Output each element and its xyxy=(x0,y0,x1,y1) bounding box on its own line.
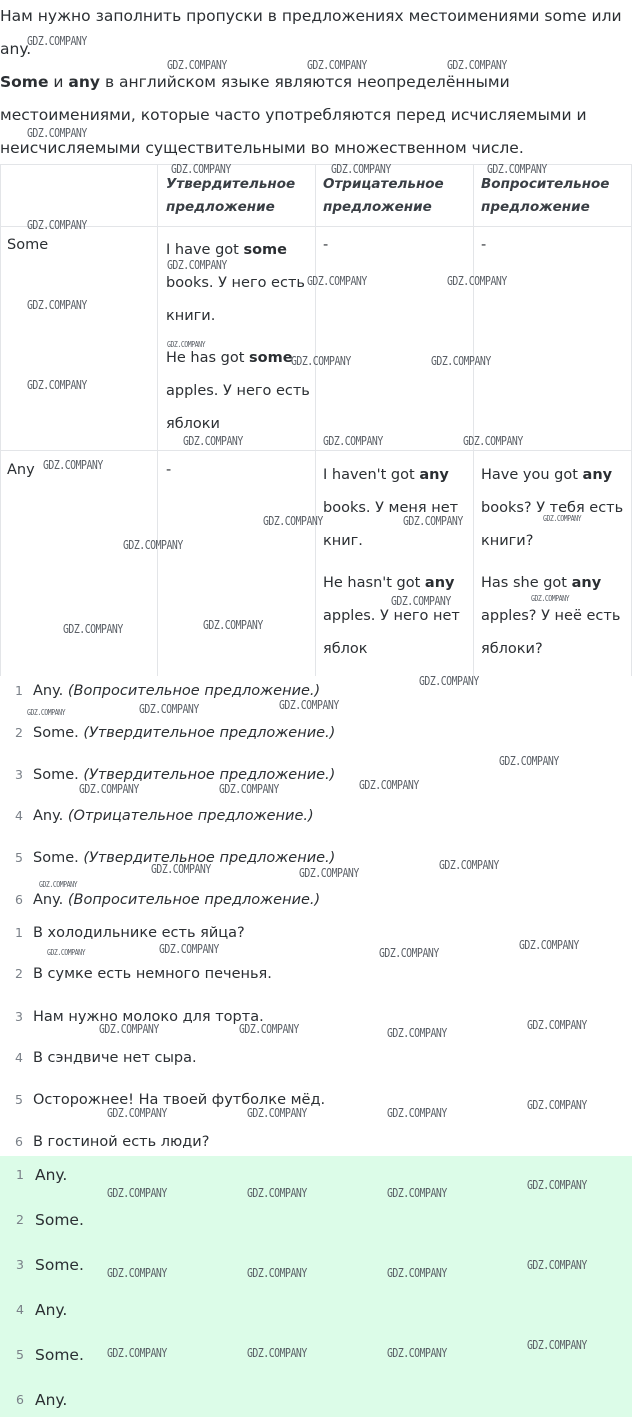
example-any-negative-1: I haven't got any books. У меня нет книг. xyxy=(323,467,459,549)
watermark: GDZ.COMPANY xyxy=(159,942,219,956)
cell-any-affirmative: - xyxy=(166,462,172,478)
watermark: GDZ.COMPANY xyxy=(487,162,547,176)
watermark: GDZ.COMPANY xyxy=(27,708,66,717)
watermark: GDZ.COMPANY xyxy=(27,378,87,392)
table-border xyxy=(0,226,632,227)
watermark: GDZ.COMPANY xyxy=(447,274,507,288)
term-any: any xyxy=(68,73,101,91)
watermark: GDZ.COMPANY xyxy=(63,622,123,636)
watermark: GDZ.COMPANY xyxy=(299,866,359,880)
watermark: GDZ.COMPANY xyxy=(167,58,227,72)
watermark: GDZ.COMPANY xyxy=(107,1266,167,1280)
watermark: GDZ.COMPANY xyxy=(99,1022,159,1036)
watermark: GDZ.COMPANY xyxy=(167,340,206,349)
watermark: GDZ.COMPANY xyxy=(359,778,419,792)
watermark: GDZ.COMPANY xyxy=(107,1106,167,1120)
watermark: GDZ.COMPANY xyxy=(263,514,323,528)
watermark: GDZ.COMPANY xyxy=(307,58,367,72)
watermark: GDZ.COMPANY xyxy=(331,162,391,176)
header-affirmative: Утвердительное предложение xyxy=(166,176,296,215)
watermark: GDZ.COMPANY xyxy=(247,1186,307,1200)
example-some-2: He has got some apples. У него есть яблоки xyxy=(166,350,310,432)
row-label-any: Any xyxy=(7,462,35,478)
watermark: GDZ.COMPANY xyxy=(527,1338,587,1352)
watermark: GDZ.COMPANY xyxy=(27,34,87,48)
table-border xyxy=(157,164,158,676)
watermark: GDZ.COMPANY xyxy=(183,434,243,448)
watermark: GDZ.COMPANY xyxy=(439,858,499,872)
table-border xyxy=(0,164,1,676)
watermark: GDZ.COMPANY xyxy=(419,674,479,688)
watermark: GDZ.COMPANY xyxy=(291,354,351,368)
intro-definition-rest: в английском языке являются неопределёнными местоимениями, которые часто употребляются перед исчисляемыми и неисчисляемыми существительными во множественном числе. xyxy=(0,73,587,157)
watermark: GDZ.COMPANY xyxy=(79,782,139,796)
header-question: Вопросительное предложение xyxy=(481,176,610,215)
row-label-some: Some xyxy=(7,237,49,253)
example-any-negative-2: He hasn't got any apples. У него нет яблок xyxy=(323,575,460,657)
watermark: GDZ.COMPANY xyxy=(447,58,507,72)
watermark: GDZ.COMPANY xyxy=(107,1186,167,1200)
example-any-question-2: Has she got any apples? У неё есть яблоки? xyxy=(481,575,621,657)
watermark: GDZ.COMPANY xyxy=(247,1346,307,1360)
watermark: GDZ.COMPANY xyxy=(323,434,383,448)
watermark: GDZ.COMPANY xyxy=(499,754,559,768)
watermark: GDZ.COMPANY xyxy=(219,782,279,796)
watermark: GDZ.COMPANY xyxy=(527,1018,587,1032)
intro-connector: и xyxy=(48,73,69,91)
watermark: GDZ.COMPANY xyxy=(247,1106,307,1120)
answers-box: 1 Any. 2 Some. 3 Some. 4 Any. 5 Some. 6 Any. xyxy=(0,1156,632,1417)
watermark: GDZ.COMPANY xyxy=(167,258,227,272)
example-some-1: I have got some books. У него есть книги. xyxy=(166,242,305,324)
watermark: GDZ.COMPANY xyxy=(27,298,87,312)
watermark: GDZ.COMPANY xyxy=(279,698,339,712)
watermark: GDZ.COMPANY xyxy=(403,514,463,528)
watermark: GDZ.COMPANY xyxy=(203,618,263,632)
watermark: GDZ.COMPANY xyxy=(387,1106,447,1120)
watermark: GDZ.COMPANY xyxy=(307,274,367,288)
watermark: GDZ.COMPANY xyxy=(171,162,231,176)
watermark: GDZ.COMPANY xyxy=(463,434,523,448)
intro-definition xyxy=(0,66,632,165)
watermark: GDZ.COMPANY xyxy=(527,1258,587,1272)
header-negative: Отрицательное предложение xyxy=(323,176,444,215)
table-border xyxy=(315,164,316,676)
intro-line-1: Нам нужно заполнить пропуски в предложениях местоимениями some или any. xyxy=(0,7,622,58)
watermark: GDZ.COMPANY xyxy=(151,862,211,876)
watermark: GDZ.COMPANY xyxy=(123,538,183,552)
watermark: GDZ.COMPANY xyxy=(247,1266,307,1280)
watermark: GDZ.COMPANY xyxy=(519,938,579,952)
watermark: GDZ.COMPANY xyxy=(39,880,78,889)
term-some: Some xyxy=(0,73,49,91)
watermark: GDZ.COMPANY xyxy=(43,458,103,472)
cell-some-negative: - xyxy=(323,237,329,253)
table-border xyxy=(473,164,474,676)
watermark: GDZ.COMPANY xyxy=(391,594,451,608)
table-border xyxy=(0,450,632,451)
watermark: GDZ.COMPANY xyxy=(543,514,582,523)
example-any-question-1: Have you got any books? У тебя есть книги? xyxy=(481,467,624,549)
watermark: GDZ.COMPANY xyxy=(431,354,491,368)
watermark: GDZ.COMPANY xyxy=(107,1346,167,1360)
watermark: GDZ.COMPANY xyxy=(139,702,199,716)
watermark: GDZ.COMPANY xyxy=(387,1346,447,1360)
watermark: GDZ.COMPANY xyxy=(387,1266,447,1280)
cell-some-question: - xyxy=(481,237,487,253)
watermark: GDZ.COMPANY xyxy=(531,594,570,603)
watermark: GDZ.COMPANY xyxy=(27,126,87,140)
watermark: GDZ.COMPANY xyxy=(387,1026,447,1040)
watermark: GDZ.COMPANY xyxy=(239,1022,299,1036)
watermark: GDZ.COMPANY xyxy=(527,1098,587,1112)
watermark: GDZ.COMPANY xyxy=(527,1178,587,1192)
watermark: GDZ.COMPANY xyxy=(379,946,439,960)
watermark: GDZ.COMPANY xyxy=(47,948,86,957)
watermark: GDZ.COMPANY xyxy=(27,218,87,232)
watermark: GDZ.COMPANY xyxy=(387,1186,447,1200)
